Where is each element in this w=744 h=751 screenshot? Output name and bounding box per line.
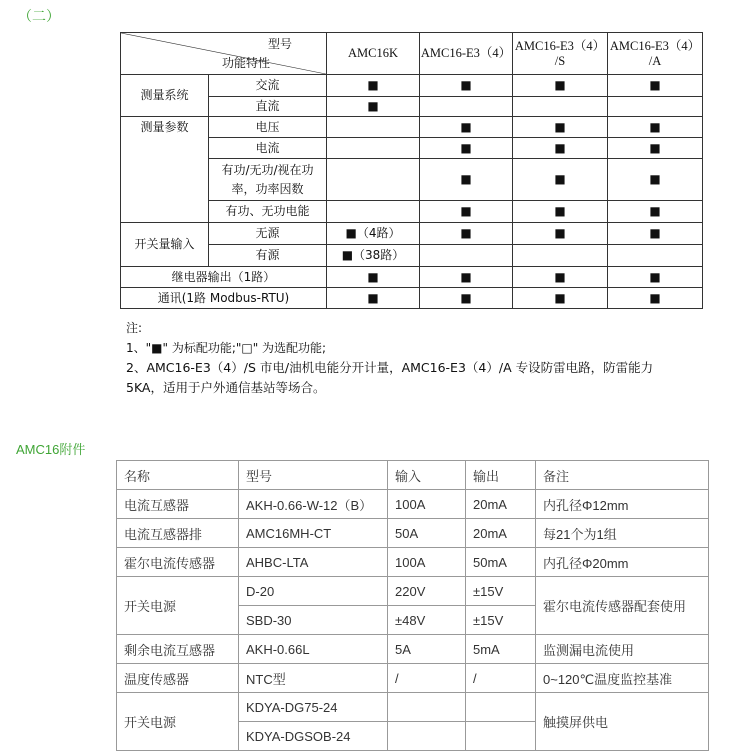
cell: 5A	[388, 635, 466, 664]
cell	[466, 722, 536, 751]
cell: ■	[513, 201, 608, 223]
cell: AMC16MH-CT	[239, 519, 388, 548]
header-cell: 备注	[536, 461, 709, 490]
row-current	[121, 138, 703, 159]
header-cell: 名称	[117, 461, 239, 490]
row-label: 无源	[209, 223, 327, 245]
row-label: 通讯(1路 Modbus-RTU)	[121, 288, 327, 309]
feature-header-label: 功能特性	[221, 56, 270, 70]
cell: ■	[513, 159, 608, 201]
notes-block	[126, 318, 653, 398]
cell: ■	[420, 288, 513, 309]
cell	[388, 693, 466, 722]
cell: 开关电源	[117, 693, 239, 751]
cell: 电流互感器排	[117, 519, 239, 548]
cell: AKH-0.66-W-12（B）	[239, 490, 388, 519]
cell: 20mA	[466, 519, 536, 548]
cell: ■	[513, 288, 608, 309]
feature-matrix-table	[120, 32, 703, 309]
cell: 内孔径Φ20mm	[536, 548, 709, 577]
cell	[327, 138, 420, 159]
table-row	[117, 490, 709, 519]
cell	[327, 159, 420, 201]
model-header-label: 型号	[267, 37, 292, 51]
cell	[608, 245, 703, 267]
feature-header-row	[121, 33, 703, 75]
cell: ■	[327, 97, 420, 117]
cell: ■	[608, 267, 703, 288]
note-line-3: 5KA，适用于户外通信基站等场合。	[126, 380, 326, 395]
cell: ■	[420, 223, 513, 245]
cell: ±15V	[466, 577, 536, 606]
cell	[327, 201, 420, 223]
cell: 开关电源	[117, 577, 239, 635]
cell: ■	[327, 288, 420, 309]
cell: ■	[420, 138, 513, 159]
cell: ■	[420, 201, 513, 223]
header-cell: 型号	[239, 461, 388, 490]
cell: ■	[608, 75, 703, 97]
group-switch-input: 开关量输入	[121, 223, 209, 267]
cell: ■	[513, 267, 608, 288]
cell: ■	[513, 223, 608, 245]
row-active	[121, 245, 703, 267]
row-label: 直流	[209, 97, 327, 117]
cell: ■	[608, 223, 703, 245]
cell: 0~120℃温度监控基准	[536, 664, 709, 693]
cell: /	[466, 664, 536, 693]
model-col-amc16k: AMC16K	[327, 33, 420, 75]
header-cell: 输出	[466, 461, 536, 490]
row-relay	[121, 267, 703, 288]
row-passive	[121, 223, 703, 245]
cell: 温度传感器	[117, 664, 239, 693]
cell: 内孔径Φ12mm	[536, 490, 709, 519]
cell: ■	[327, 75, 420, 97]
model-col-amc16-e3-a: AMC16-E3（4） /A	[608, 33, 703, 75]
cell: AKH-0.66L	[239, 635, 388, 664]
table-row	[117, 635, 709, 664]
row-energy	[121, 201, 703, 223]
cell	[327, 117, 420, 138]
cell: 50A	[388, 519, 466, 548]
cell: 100A	[388, 548, 466, 577]
row-power	[121, 159, 703, 201]
acc-header-row	[117, 461, 709, 490]
cell: ■	[608, 117, 703, 138]
cell: ■	[608, 288, 703, 309]
table-row	[117, 519, 709, 548]
cell: SBD-30	[239, 606, 388, 635]
model-col-amc16-e3-s: AMC16-E3（4） /S	[513, 33, 608, 75]
cell: 电流互感器	[117, 490, 239, 519]
row-label: 有功、无功电能	[209, 201, 327, 223]
cell: ■	[608, 138, 703, 159]
cell: ■	[327, 267, 420, 288]
note-line-2: 2、AMC16-E3（4）/S 市电/油机电能分开计量，AMC16-E3（4）/A 专设防雷电路，防雷能力	[126, 360, 654, 375]
cell: 100A	[388, 490, 466, 519]
cell: AHBC-LTA	[239, 548, 388, 577]
row-label: 继电器输出（1路）	[121, 267, 327, 288]
cell: 剩余电流互感器	[117, 635, 239, 664]
cell: ■	[420, 267, 513, 288]
cell: ■（38路）	[327, 245, 420, 267]
row-dc	[121, 97, 703, 117]
model-col-amc16-e3: AMC16-E3（4）	[420, 33, 513, 75]
notes-title: 注:	[126, 321, 143, 335]
cell: 50mA	[466, 548, 536, 577]
row-comm	[121, 288, 703, 309]
cell: 20mA	[466, 490, 536, 519]
cell: ■	[420, 159, 513, 201]
cell: ±48V	[388, 606, 466, 635]
cell: 霍尔电流传感器配套使用	[536, 577, 709, 635]
table-row	[117, 577, 709, 606]
accessories-table	[116, 460, 709, 751]
diagonal-header-cell	[121, 33, 327, 75]
cell: ■	[513, 75, 608, 97]
accessories-title: AMC16附件	[16, 442, 86, 457]
cell: 触摸屏供电	[536, 693, 709, 751]
row-voltage	[121, 117, 703, 138]
cell: ■	[513, 138, 608, 159]
row-label: 交流	[209, 75, 327, 97]
cell	[420, 245, 513, 267]
cell	[608, 97, 703, 117]
row-label: 电流	[209, 138, 327, 159]
cell: ■	[608, 159, 703, 201]
row-label: 有源	[209, 245, 327, 267]
cell	[513, 245, 608, 267]
row-ac	[121, 75, 703, 97]
cell: ■	[420, 117, 513, 138]
cell: 220V	[388, 577, 466, 606]
group-measure-system: 测量系统	[121, 75, 209, 117]
cell: 5mA	[466, 635, 536, 664]
cell	[388, 722, 466, 751]
cell: ■	[420, 75, 513, 97]
header-cell: 输入	[388, 461, 466, 490]
cell: ■（4路）	[327, 223, 420, 245]
cell	[420, 97, 513, 117]
table-row	[117, 693, 709, 722]
table-row	[117, 664, 709, 693]
section-label: （二）	[18, 9, 60, 25]
note-line-1: 1、"■" 为标配功能;"□" 为选配功能;	[126, 341, 327, 355]
table-row	[117, 548, 709, 577]
row-label: 电压	[209, 117, 327, 138]
cell: ±15V	[466, 606, 536, 635]
cell: KDYA-DGSOB-24	[239, 722, 388, 751]
cell: ■	[608, 201, 703, 223]
row-label: 有功/无功/视在功 率，功率因数	[209, 159, 327, 201]
cell: KDYA-DG75-24	[239, 693, 388, 722]
cell	[466, 693, 536, 722]
cell: 监测漏电流使用	[536, 635, 709, 664]
cell: D-20	[239, 577, 388, 606]
cell	[513, 97, 608, 117]
cell: ■	[513, 117, 608, 138]
cell: 每21个为1组	[536, 519, 709, 548]
cell: NTC型	[239, 664, 388, 693]
cell: /	[388, 664, 466, 693]
group-measure-params: 测量参数	[121, 117, 209, 223]
cell: 霍尔电流传感器	[117, 548, 239, 577]
